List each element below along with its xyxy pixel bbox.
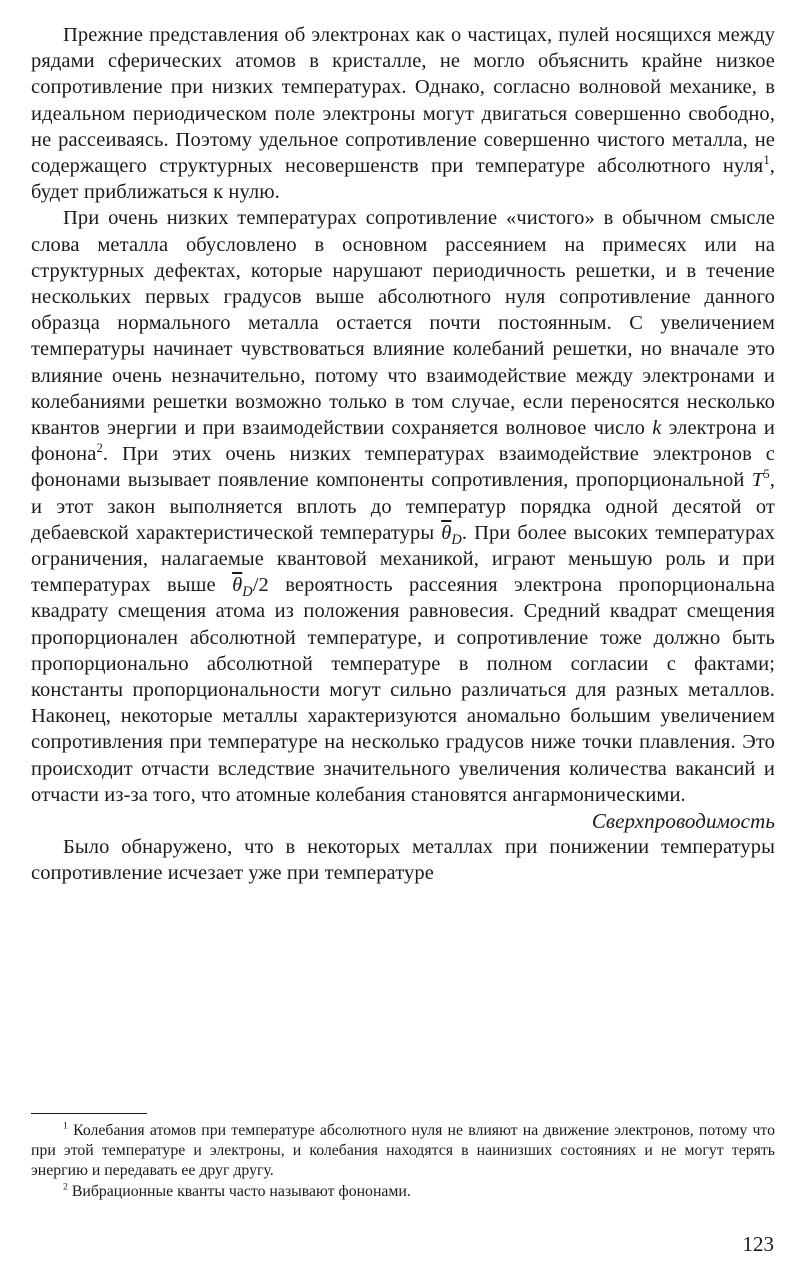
paragraph-3: Было обнаружено, что в некоторых металлах при понижении температуры сопротивление исчезает уже при температуре [31,836,775,885]
wave-number-symbol: k [652,417,662,440]
main-text [31,22,775,887]
footnote-1: $^1$ Колебания атомов при температуре абсолютного нуля не влияют на движение электронов, потому что при этой температуре и электроны, и колебания находятся в наинизших состояниях и не могут терять энергию и передавать ее друг другу. [31,1120,775,1180]
page-number: 123 [742,1232,774,1256]
section-heading: Сверхпроводимость [591,809,775,834]
footnotes [31,1121,775,1202]
temperature-exponent: 5 [763,467,770,482]
footnote-ref-1: 1 [763,153,770,168]
footnote-divider [31,1113,147,1114]
footnote-mark-1: 1 [63,1120,68,1132]
debye-subscript: D [451,531,462,548]
paragraph-1: Прежние представления об электронах как о частицах, пулей носящихся между рядами сферических атомов в кристалле, не могло объяснить крайне низкое сопротивление при низких температурах. Однако, согласно волновой механике, в идеальном периодическом поле электроны могут двигаться совершенно свободно, не рассеиваясь. Поэтому удельное сопротивление совершенно чистого металла, не содержащего структурных несовершенств при температуре абсолютного нуля$^1$, будет приближаться к нулю. [31,24,775,204]
debye-theta-symbol: $\overline{\theta}$ [441,521,452,544]
debye-subscript-2: D [242,584,253,601]
footnote-2: $^2$ Вибрационные кванты часто называют фононами. [63,1181,411,1200]
half-divisor: /2 [252,574,269,597]
temperature-symbol: T [751,469,764,492]
debye-theta-symbol-2: $\overline{\theta}$ [232,574,243,597]
footnote-mark-2: 2 [63,1181,68,1193]
paragraph-2: При очень низких температурах сопротивление «чистого» в обычном смысле слова металла обусловлено в основном рассеянием на примесях или на структурных дефектах, которые нарушают периодичность решетки, и в течение нескольких первых градусов выше абсолютного нуля сопротивление данного образца нормального металла остается почти постоянным. С увеличением температуры начинает чувствоваться влияние колебаний решетки, но вначале это влияние очень незначительно, потому что взаимодействие между электронами и колебаниями решетки возможно только в том случае, если переносятся несколько квантов энергии и при взаимодействии сохраняется волновое число k электрона и фонона$^2$. При этих очень низких температурах взаимодействие электронов с фононами вызывает появление компоненты сопротивления, пропорциональной $T^5$, и этот закон выполняется вплоть до температур порядка одной десятой от дебаевской характеристической температуры $\overline{\theta}_D$. При более высоких температурах ограничения, налагаемые квантовой механикой, играют меньшую роль и при температурах выше $\overline{\theta}_D/2$ вероятность рассеяния электрона пропорциональна квадрату смещения атома из положения равновесия. Средний квадрат смещения пропорционален абсолютной температуре, и сопротивление тоже должно быть пропорционально абсолютной температуре в полном согласии с фактами; константы пропорциональности могут сильно различаться для разных металлов. Наконец, некоторые металлы характеризуются аномально большим увеличением сопротивления при температуре на несколько градусов ниже точки плавления. Это происходит отчасти вследствие значительного увеличения количества вакансий и отчасти из-за того, что атомные колебания становятся ангармоническими. [31,207,775,806]
footnote-ref-2: 2 [96,441,103,456]
